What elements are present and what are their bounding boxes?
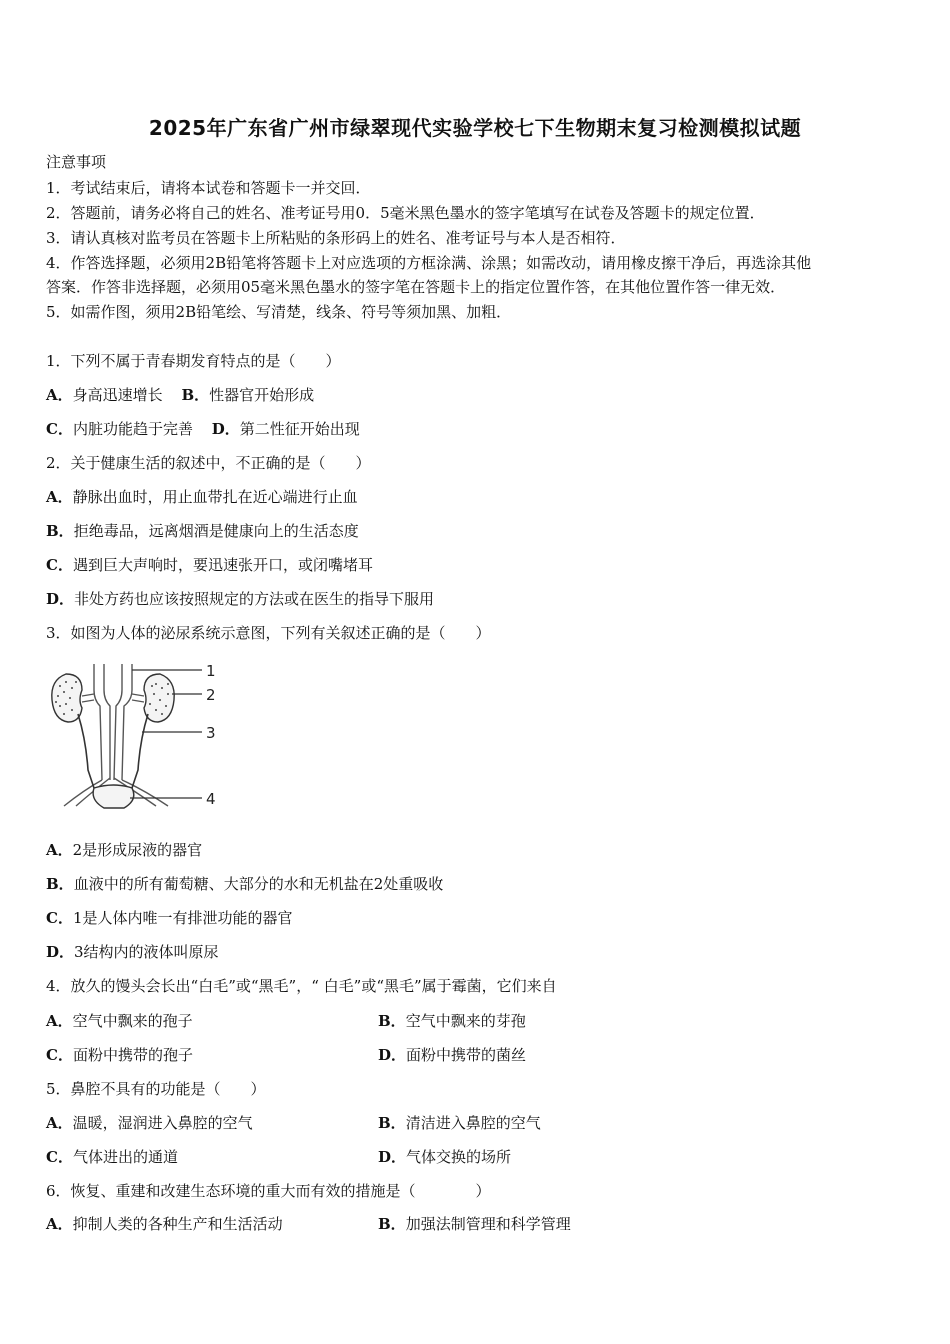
- vessel-line: [104, 664, 110, 780]
- option-text: 1是人体内唯一有排泄功能的器官: [72, 909, 293, 927]
- option-letter: C．: [46, 909, 73, 927]
- question-stem: 1．下列不属于青春期发育特点的是（ ）: [46, 352, 341, 370]
- option-row: [46, 874, 443, 894]
- option-letter: C．: [46, 556, 73, 574]
- option-letter: C．: [46, 1148, 73, 1166]
- option-letter: D．: [378, 1046, 407, 1064]
- option-text: 气体交换的场所: [406, 1148, 512, 1166]
- option-text: 性器官开始形成: [209, 386, 315, 404]
- option-row: [46, 589, 434, 609]
- option-letter: B．: [378, 1114, 406, 1132]
- option-letter: A．: [46, 386, 73, 404]
- option-row: [46, 419, 360, 439]
- question-stem: 6．恢复、重建和改建生态环境的重大而有效的措施是（ ）: [46, 1182, 491, 1200]
- option-text: 气体进出的通道: [72, 1148, 178, 1166]
- option-letter: D．: [211, 420, 240, 438]
- vessel-line: [114, 664, 122, 780]
- notice-item: 答案．作答非选择题，必须用05毫米黑色墨水的签字笔在答题卡上的指定位置作答，在其他位置作答一律无效．: [46, 278, 786, 296]
- figure-label: 2: [206, 686, 216, 704]
- option-text: 血液中的所有葡萄糖、大部分的水和无机盐在2处重吸收: [73, 875, 444, 893]
- notice-item: 2．答题前，请务必将自己的姓名、准考证号用0．5毫米黑色墨水的签字笔填写在试卷及答题卡的规定位置．: [46, 204, 765, 222]
- figure-label: 1: [206, 662, 216, 680]
- option-letter: A．: [46, 1114, 73, 1132]
- option-letter: D．: [46, 590, 75, 608]
- bladder: [93, 785, 134, 808]
- page-title: 2025年广东省广州市绿翠现代实验学校七下生物期末复习检测模拟试题: [148, 116, 802, 140]
- option-letter: A．: [46, 1012, 73, 1030]
- option-row: [46, 521, 359, 541]
- notice-item: 1．考试结束后，请将本试卷和答题卡一并交回．: [46, 179, 371, 197]
- option-text: 2是形成尿液的器官: [72, 841, 203, 859]
- ureter: [132, 714, 148, 788]
- vessel-line: [94, 664, 102, 780]
- option-text: 面粉中携带的菌丝: [406, 1046, 527, 1064]
- option-text: 遇到巨大声响时，要迅速张开口，或闭嘴堵耳: [72, 556, 373, 574]
- option-cell: [46, 1045, 193, 1065]
- option-letter: B．: [46, 875, 74, 893]
- option-text: 身高迅速增长: [72, 386, 163, 404]
- option-row: [46, 840, 202, 860]
- option-cell: [46, 1011, 193, 1031]
- option-row: [46, 385, 314, 405]
- option-letter: B．: [181, 386, 210, 404]
- option-cell: [378, 1011, 526, 1031]
- option-text: 静脉出血时，用止血带扎在近心端进行止血: [72, 488, 358, 506]
- option-letter: D．: [378, 1148, 407, 1166]
- option-row: [46, 555, 373, 575]
- option-row: [46, 942, 219, 962]
- option-text: 加强法制管理和科学管理: [405, 1215, 571, 1233]
- option-cell: [46, 1147, 178, 1167]
- option-text: 第二性征开始出现: [239, 420, 360, 438]
- question-stem: 3．如图为人体的泌尿系统示意图，下列有关叙述正确的是（ ）: [46, 624, 491, 642]
- vessel-line: [122, 664, 132, 780]
- option-letter: A．: [46, 841, 73, 859]
- option-cell: [378, 1214, 571, 1234]
- option-cell: [378, 1113, 541, 1133]
- option-cell: [46, 1214, 283, 1234]
- option-letter: B．: [378, 1215, 406, 1233]
- option-text: 清洁进入鼻腔的空气: [405, 1114, 541, 1132]
- option-text: 温暖，湿润进入鼻腔的空气: [72, 1114, 253, 1132]
- option-cell: [378, 1045, 526, 1065]
- option-letter: C．: [46, 420, 73, 438]
- option-text: 抑制人类的各种生产和生活活动: [72, 1215, 283, 1233]
- option-text: 内脏功能趋于完善: [72, 420, 193, 438]
- option-letter: A．: [46, 488, 73, 506]
- vessel-line: [82, 694, 94, 702]
- option-letter: C．: [46, 1046, 73, 1064]
- question-stem: 5．鼻腔不具有的功能是（ ）: [46, 1080, 266, 1098]
- option-cell: [378, 1147, 511, 1167]
- option-row: [46, 908, 293, 928]
- option-text: 非处方药也应该按照规定的方法或在医生的指导下服用: [74, 590, 435, 608]
- option-letter: A．: [46, 1215, 73, 1233]
- urinary-system-diagram: [44, 660, 224, 810]
- ureter: [78, 714, 94, 788]
- option-text: 拒绝毒品，远离烟酒是健康向上的生活态度: [73, 522, 359, 540]
- notice-item: 5．如需作图，须用2B铅笔绘、写清楚，线条、符号等须加黑、加粗．: [46, 303, 512, 321]
- option-text: 面粉中携带的孢子: [72, 1046, 193, 1064]
- option-cell: [46, 1113, 253, 1133]
- figure-label: 4: [206, 790, 216, 808]
- vessel-line: [132, 694, 144, 702]
- option-row: [46, 487, 358, 507]
- option-letter: B．: [46, 522, 74, 540]
- question-stem: 2．关于健康生活的叙述中，不正确的是（ ）: [46, 454, 371, 472]
- option-letter: B．: [378, 1012, 406, 1030]
- option-text: 空气中飘来的孢子: [72, 1012, 193, 1030]
- notice-heading: 注意事项: [46, 153, 107, 171]
- notice-item: 4．作答选择题，必须用2B铅笔将答题卡上对应选项的方框涂满、涂黑；如需改动，请用橡皮擦干净后，再选涂其他: [46, 254, 812, 272]
- figure-label: 3: [206, 724, 216, 742]
- notice-item: 3．请认真核对监考员在答题卡上所粘贴的条形码上的姓名、准考证号与本人是否相符．: [46, 229, 626, 247]
- option-text: 3结构内的液体叫原尿: [74, 943, 219, 961]
- option-text: 空气中飘来的芽孢: [405, 1012, 526, 1030]
- question-stem: 4．放久的馒头会长出“白毛”或“黑毛”，“ 白毛”或“黑毛”属于霉菌，它们来自: [46, 977, 557, 995]
- option-letter: D．: [46, 943, 75, 961]
